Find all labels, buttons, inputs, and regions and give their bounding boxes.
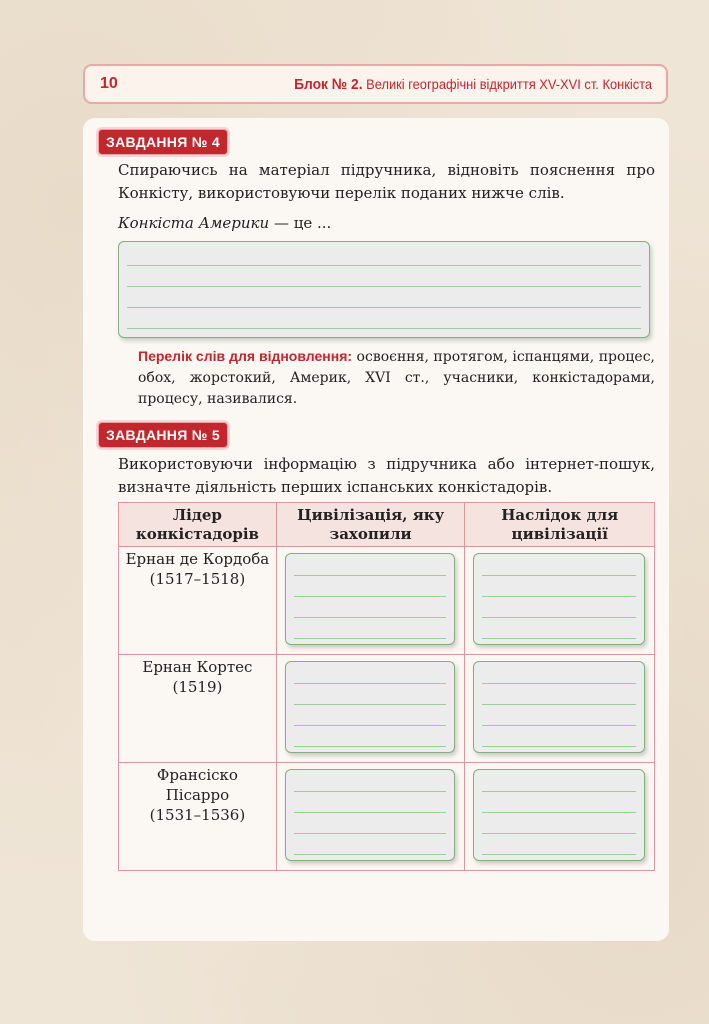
column-header-civilization: Цивілізація, яку захопили (276, 503, 465, 547)
answer-line (127, 307, 641, 308)
leader-cell (119, 763, 277, 871)
civilization-answer-box[interactable] (285, 769, 456, 861)
table-row (119, 763, 655, 871)
conquistadors-table (118, 502, 655, 871)
civilization-answer-box[interactable] (285, 661, 456, 753)
task4-prompt (118, 212, 655, 235)
consequence-cell (465, 763, 655, 871)
leader-years: (1517–1518) (149, 570, 246, 588)
block-title (294, 76, 652, 93)
block-title-rest: Великі географічні відкриття XV-XVI ст. Конкіста (362, 75, 652, 92)
task4-label: ЗАВДАННЯ № 4 (98, 129, 228, 155)
civilization-cell (276, 547, 465, 655)
page-header (83, 64, 668, 104)
answer-line (127, 328, 641, 329)
word-list-label: Перелік слів для відновлення: (138, 348, 353, 364)
consequence-answer-box[interactable] (473, 553, 645, 645)
consequence-answer-box[interactable] (473, 661, 645, 753)
task5-instructions: Використовуючи інформацію з підручника або інтернет-пошук, визначте діяльність перших іспанських конкістадорів. (118, 455, 655, 496)
table-header-row (119, 503, 655, 547)
page-number: 10 (100, 75, 118, 92)
task4-answer-box[interactable] (118, 241, 650, 338)
task4-prompt-term: Конкіста Америки (118, 214, 270, 232)
block-title-bold: Блок № 2. (294, 75, 363, 93)
consequence-cell (465, 655, 655, 763)
answer-line (127, 286, 641, 287)
leader-years: (1531–1536) (149, 806, 246, 824)
answer-line (127, 265, 641, 266)
civilization-cell (276, 763, 465, 871)
task5-label: ЗАВДАННЯ № 5 (98, 422, 228, 448)
task4-instructions: Спираючись на матеріал підручника, відновіть пояснення про Конкісту, використовуючи перелік поданих нижче слів. (118, 161, 655, 202)
word-list-words: освоєння, протягом, іспанцями, процес, обох, жорстокий, Америк, XVI ст., учасники, конкістадорами, процесу, називалися. (138, 349, 656, 407)
consequence-answer-box[interactable] (473, 769, 645, 861)
leader-cell (119, 547, 277, 655)
table-row (119, 547, 655, 655)
leader-name: Франсіско Пісарро (156, 766, 238, 804)
civilization-answer-box[interactable] (285, 553, 456, 645)
leader-cell (119, 655, 277, 763)
column-header-leader: Лідер конкістадорів (119, 503, 277, 547)
leader-name: Ернан де Кордоба (125, 550, 270, 568)
consequence-cell (465, 547, 655, 655)
civilization-cell (276, 655, 465, 763)
leader-name: Ернан Кортес (142, 658, 253, 676)
table-row (119, 655, 655, 763)
task4-prompt-rest: — це ... (269, 214, 332, 232)
column-header-consequence: Наслідок для цивілізації (465, 503, 655, 547)
leader-years: (1519) (172, 678, 223, 696)
task4-word-list (138, 346, 655, 410)
